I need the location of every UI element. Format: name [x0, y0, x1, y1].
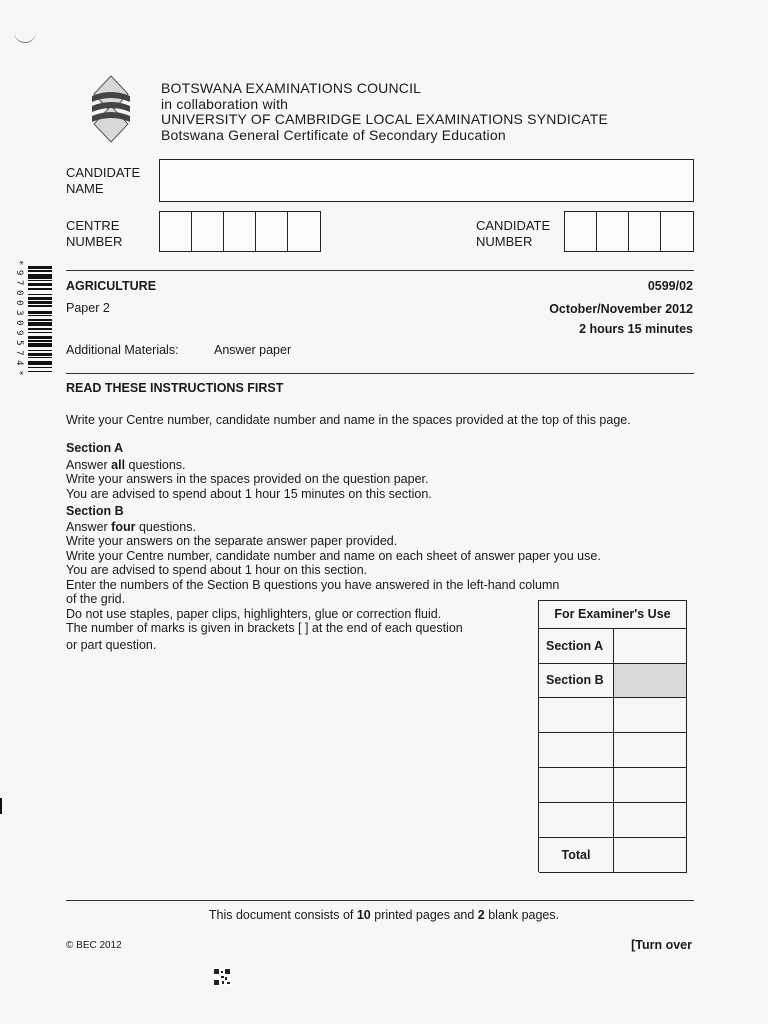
qr-code-icon [213, 968, 231, 986]
barcode-bar [28, 353, 52, 356]
candidate-digit-box[interactable] [596, 211, 629, 252]
additional-materials-value: Answer paper [214, 343, 292, 357]
section-b-line: You are advised to spend about 1 hour on this section. [66, 563, 368, 577]
grid-row-label: Section A [539, 629, 614, 664]
barcode-bar [28, 367, 52, 368]
barcode-bar [28, 322, 52, 326]
section-a-instructions [66, 441, 432, 501]
section-b-line: of the grid. [66, 592, 126, 606]
candidate-name-field[interactable] [159, 159, 694, 202]
candidate-digit-box[interactable] [660, 211, 694, 252]
barcode-bars [28, 266, 52, 406]
header-ucles: UNIVERSITY OF CAMBRIDGE LOCAL EXAMINATIONS SYNDICATE [161, 111, 609, 127]
instructions-intro: Write your Centre number, candidate number and name in the spaces provided at the top of this page. [66, 413, 631, 427]
barcode-bar [28, 336, 52, 339]
copyright: © BEC 2012 [66, 940, 122, 951]
grid-score-cell[interactable] [614, 803, 687, 838]
section-b-line: Enter the numbers of the Section B questions you have answered in the left-hand column [66, 577, 560, 592]
header-collab: in collaboration with [161, 96, 289, 112]
barcode-bar [28, 343, 52, 347]
barcode-bar [28, 270, 52, 271]
grid-score-cell[interactable] [614, 768, 687, 803]
centre-digit-box[interactable] [159, 211, 192, 252]
barcode [4, 262, 52, 408]
section-b-line: Write your answers on the separate answer paper provided. [66, 534, 398, 548]
instructions-heading: READ THESE INSTRUCTIONS FIRST [66, 381, 284, 395]
barcode-bar [28, 328, 52, 331]
barcode-bar [28, 332, 52, 333]
barcode-bar [28, 274, 52, 278]
centre-digit-box[interactable] [287, 211, 321, 252]
header-bgcse: Botswana General Certificate of Secondary Education [161, 127, 506, 143]
barcode-bar [28, 371, 52, 372]
barcode-text: *9700309574* [14, 260, 24, 381]
barcode-bar [28, 340, 52, 341]
grid-question-cell[interactable] [539, 768, 614, 803]
grid-row-question [539, 768, 687, 803]
candidate-name-label: CANDIDATE NAME [66, 165, 141, 196]
bec-logo [88, 74, 134, 144]
section-a-line: Answer all questions. [66, 457, 186, 472]
grid-total-cell[interactable] [614, 838, 687, 873]
grid-question-cell[interactable] [539, 698, 614, 733]
grid-row-question [539, 733, 687, 768]
rule-mid [66, 373, 694, 374]
header-council: BOTSWANA EXAMINATIONS COUNCIL [161, 80, 422, 96]
turn-over: [Turn over [631, 938, 692, 952]
paper-code: 0599/02 [647, 279, 693, 293]
grid-score-cell [614, 664, 687, 698]
barcode-bar [28, 280, 52, 281]
subject-title: AGRICULTURE [66, 279, 157, 293]
grid-score-cell[interactable] [614, 733, 687, 768]
centre-digit-box[interactable] [223, 211, 256, 252]
candidate-digit-box[interactable] [628, 211, 661, 252]
candidate-number-field[interactable] [564, 211, 694, 252]
section-a-title: Section A [66, 441, 124, 455]
candidate-number-label: CANDIDATE NUMBER [476, 218, 551, 249]
barcode-bar [28, 311, 52, 314]
paper-number: Paper 2 [66, 301, 110, 315]
barcode-bar [28, 266, 52, 269]
centre-number-label: CENTRE NUMBER [66, 218, 123, 249]
scan-mark [14, 30, 36, 43]
grid-row-question [539, 698, 687, 733]
grid-row-total [539, 838, 687, 873]
barcode-bar [28, 361, 52, 365]
grid-score-cell[interactable] [614, 629, 687, 664]
grid-title: For Examiner's Use [539, 601, 687, 629]
barcode-bar [28, 297, 52, 300]
grid-question-cell[interactable] [539, 733, 614, 768]
grid-row-label: Section B [539, 664, 614, 698]
exam-session: October/November 2012 [549, 302, 693, 316]
centre-digit-box[interactable] [255, 211, 288, 252]
rule-bottom [66, 900, 694, 901]
section-b-instructions [66, 504, 601, 652]
section-b-title: Section B [66, 504, 124, 518]
barcode-bar [28, 294, 52, 295]
grid-row-section-b [539, 664, 687, 698]
grid-question-cell[interactable] [539, 803, 614, 838]
section-b-line: or part question. [66, 637, 157, 652]
barcode-bar [28, 319, 52, 320]
scan-mark [0, 798, 2, 814]
rule-top [66, 270, 694, 271]
examiners-use-grid [538, 600, 687, 872]
barcode-bar [28, 315, 52, 316]
barcode-bar [28, 301, 52, 304]
barcode-bar [28, 350, 52, 351]
section-b-line: Write your Centre number, candidate number and name on each sheet of answer paper you use. [66, 548, 601, 563]
grid-total-label: Total [539, 838, 614, 873]
section-b-line: The number of marks is given in brackets [ ] at the end of each question [66, 621, 463, 635]
barcode-bar [28, 288, 52, 289]
section-b-line: Answer four questions. [66, 519, 196, 534]
barcode-bar [28, 283, 52, 286]
section-b-line: Do not use staples, paper clips, highlighters, glue or correction fluid. [66, 606, 442, 621]
additional-materials-label: Additional Materials: [66, 343, 179, 357]
section-a-line: You are advised to spend about 1 hour 15 minutes on this section. [66, 486, 432, 501]
page-count-note: This document consists of 10 printed pages and 2 blank pages. [208, 908, 560, 922]
centre-number-field[interactable] [159, 211, 321, 252]
grid-row-section-a [539, 629, 687, 664]
grid-row-question [539, 803, 687, 838]
grid-score-cell[interactable] [614, 698, 687, 733]
barcode-bar [28, 357, 52, 358]
candidate-digit-box[interactable] [564, 211, 597, 252]
exam-duration: 2 hours 15 minutes [579, 322, 693, 336]
section-a-line: Write your answers in the spaces provided on the question paper. [66, 472, 429, 486]
centre-digit-box[interactable] [191, 211, 224, 252]
barcode-bar [28, 305, 52, 306]
